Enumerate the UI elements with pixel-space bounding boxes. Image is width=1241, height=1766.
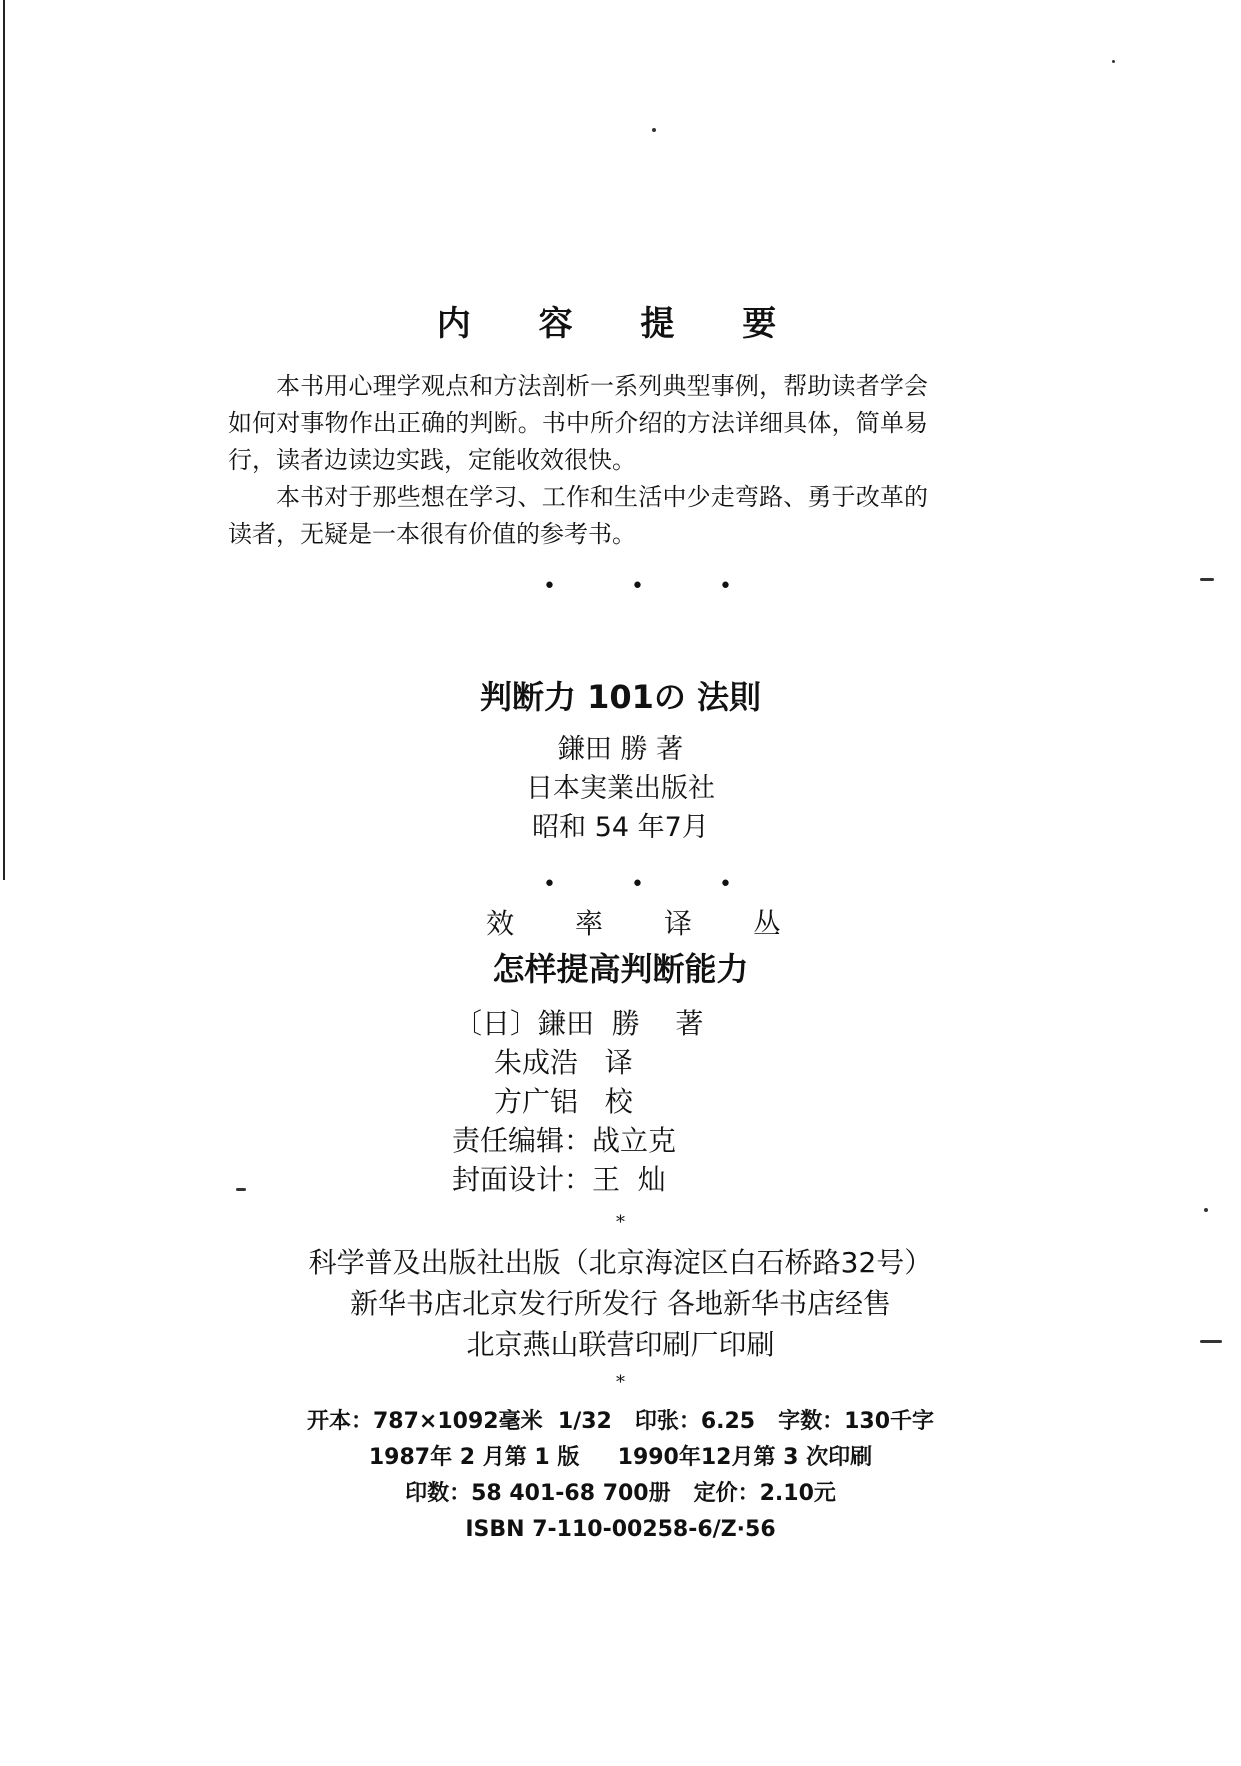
original-title: 判断力 101の 法則 <box>479 678 762 716</box>
separator-star: * <box>616 1212 625 1233</box>
original-publisher: 日本実業出版社 <box>526 773 715 804</box>
summary-body <box>228 368 928 553</box>
distributor-line: 新华书店北京发行所发行 各地新华书店经售 <box>350 1287 891 1320</box>
original-author: 鎌田 勝 著 <box>557 734 684 765</box>
scan-speck <box>652 128 656 132</box>
book-specs <box>0 1404 1241 1548</box>
credit-author: 〔日〕鎌田 勝 著 <box>454 1007 704 1040</box>
publisher-line: 科学普及出版社出版（北京海淀区白石桥路32号） <box>308 1246 933 1279</box>
summary-paragraph: 本书对于那些想在学习、工作和生活中少走弯路、勇于改革的读者，无疑是一本很有价值的参考书。 <box>228 483 928 548</box>
scan-speck <box>236 1188 246 1191</box>
printer-line: 北京燕山联营印刷厂印刷 <box>466 1328 775 1361</box>
summary-paragraph: 本书用心理学观点和方法剖析一系列典型事例，帮助读者学会如何对事物作出正确的判断。书中所介绍的方法详细具体，简单易行，读者边读边实践，定能收效很快。 <box>228 372 928 474</box>
edition-line: 1987年 2 月第 1 版 1990年12月第 3 次印刷 <box>368 1445 873 1470</box>
separator-dots: • • • <box>543 574 766 599</box>
credit-proofreader: 方广铝 校 <box>494 1085 633 1118</box>
format-line: 开本：787×1092毫米 1/32 印张：6.25 字数：130千字 <box>306 1409 935 1434</box>
credits-block <box>448 1004 703 1199</box>
book-title: 怎样提高判断能力 <box>492 950 749 988</box>
summary-heading: 内 容 提 要 <box>436 304 805 344</box>
separator-star: * <box>616 1372 625 1393</box>
publishing-info <box>0 1242 1241 1365</box>
series-name: 效 率 译 丛 <box>486 907 807 940</box>
scan-speck <box>1112 60 1115 63</box>
credit-cover-design: 封面设计：王 灿 <box>452 1163 666 1196</box>
original-info <box>0 730 1241 847</box>
credit-editor: 责任编辑：战立克 <box>452 1124 677 1157</box>
separator-dots: • • • <box>543 872 766 897</box>
credit-translator: 朱成浩 译 <box>494 1046 633 1079</box>
print-run-price-line: 印数：58 401-68 700册 定价：2.10元 <box>405 1481 836 1506</box>
original-date: 昭和 54 年7月 <box>532 812 709 843</box>
isbn-line: ISBN 7-110-00258-6/Z·56 <box>465 1517 776 1542</box>
